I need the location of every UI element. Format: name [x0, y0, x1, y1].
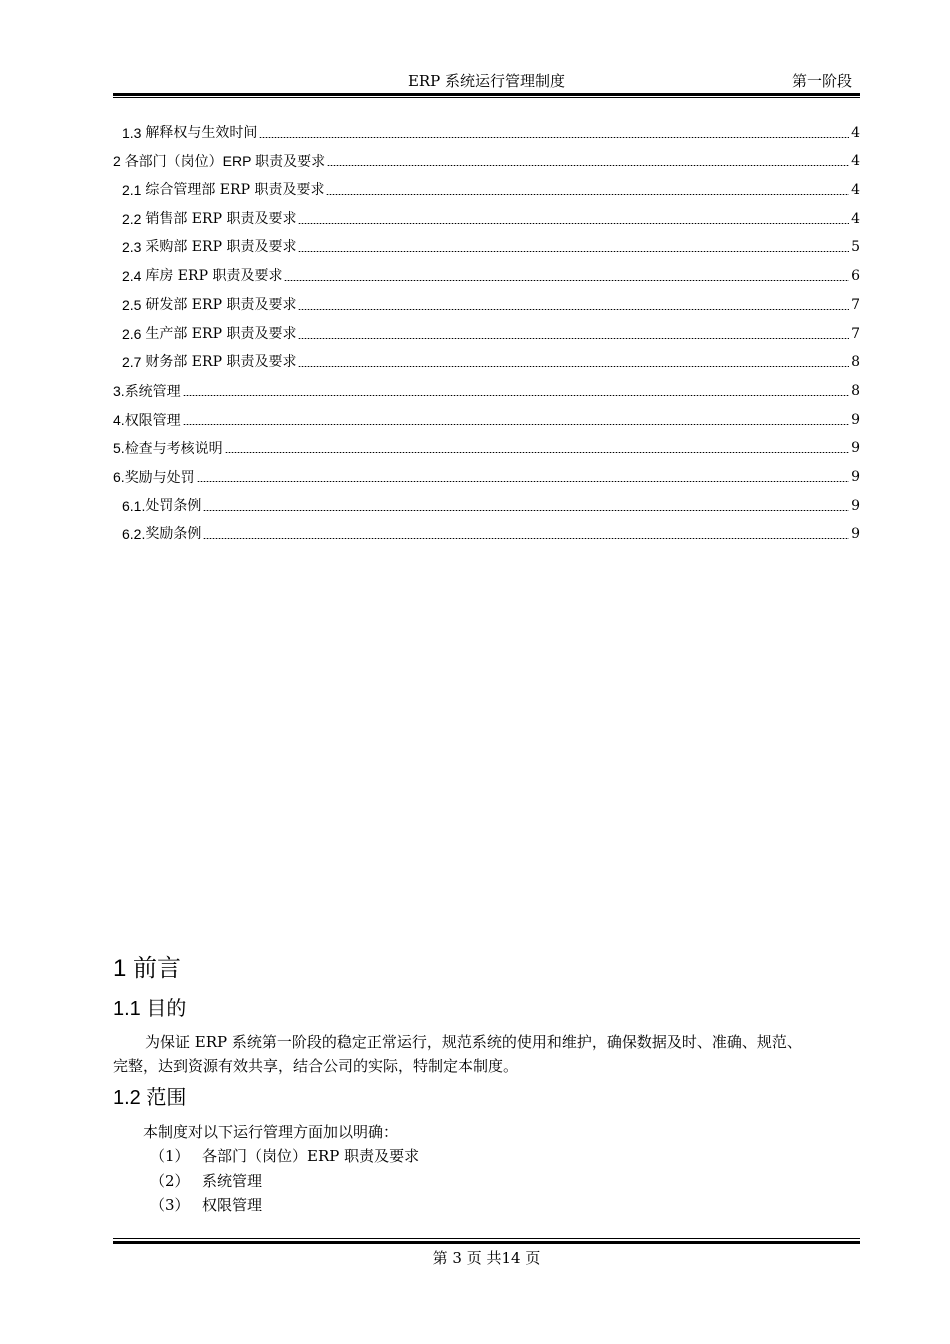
toc-entry-title: 奖励条例 — [145, 526, 202, 543]
toc-entry[interactable] — [113, 430, 860, 459]
toc-entry-page: 8 — [851, 354, 860, 371]
toc-entry[interactable] — [113, 200, 860, 229]
toc-dot-leader — [197, 481, 849, 482]
purpose-line-1: 为保证 ERP 系统第一阶段的稳定正常运行，规范系统的使用和维护，确保数据及时、准确、规范、 — [145, 1033, 802, 1051]
toc-dot-leader — [225, 452, 849, 453]
header-rule-thick — [113, 93, 860, 96]
toc-entry-number: 6. — [113, 468, 125, 485]
toc-entry-page: 4 — [851, 210, 860, 227]
toc-entry-number: 2 — [113, 153, 125, 170]
toc-entry-number: 2.5 — [122, 296, 146, 313]
section-heading-preface: 1 前言 — [113, 955, 182, 982]
toc-entry-number: 2.7 — [122, 354, 146, 371]
scope-item-2 — [150, 1170, 262, 1191]
toc-entry[interactable] — [113, 372, 860, 401]
toc-dot-leader — [298, 338, 849, 339]
toc-entry[interactable] — [113, 315, 860, 344]
toc-entry-title: 综合管理部 ERP 职责及要求 — [145, 182, 325, 199]
toc-dot-leader — [327, 165, 849, 166]
toc-entry-page: 9 — [851, 440, 860, 457]
footer-page-number: 第 3 页 共14 页 — [432, 1249, 541, 1267]
purpose-paragraph — [113, 1030, 860, 1078]
purpose-line-2: 完整，达到资源有效共享，结合公司的实际，特制定本制度。 — [113, 1057, 519, 1075]
toc-dot-leader — [284, 280, 849, 281]
toc-entry[interactable] — [113, 516, 860, 545]
toc-entry-title: 销售部 ERP 职责及要求 — [145, 210, 297, 227]
toc-dot-leader — [183, 395, 849, 396]
toc-entry[interactable] — [113, 401, 860, 430]
toc-entry-number: 4. — [113, 411, 125, 428]
toc-entry-number: 3. — [113, 382, 125, 399]
toc-entry-page: 4 — [851, 124, 860, 141]
scope-item-2-mark: （2） — [150, 1172, 190, 1190]
toc-entry-page: 7 — [851, 325, 860, 342]
toc-entry-title: 研发部 ERP 职责及要求 — [145, 296, 297, 313]
scope-item-3-text: 权限管理 — [202, 1196, 263, 1214]
toc-entry-page: 9 — [851, 526, 860, 543]
toc-dot-leader — [203, 510, 849, 511]
subsection-heading-scope: 1.2 范围 — [113, 1087, 187, 1109]
toc-entry[interactable] — [113, 487, 860, 516]
toc-entry-title: 奖励与处罚 — [124, 468, 195, 485]
toc-entry-page: 9 — [851, 497, 860, 514]
toc-entry-number: 6.2. — [122, 526, 146, 543]
toc-dot-leader — [298, 223, 849, 224]
toc-entry-page: 4 — [851, 182, 860, 199]
toc-entry-title: 采购部 ERP 职责及要求 — [145, 239, 297, 256]
toc-entry[interactable] — [113, 344, 860, 373]
toc-entry-title: 权限管理 — [124, 411, 181, 428]
toc-entry-page: 4 — [851, 153, 860, 170]
toc-entry-number: 2.6 — [122, 325, 146, 342]
toc-entry[interactable] — [113, 229, 860, 258]
toc-entry-number: 2.2 — [122, 210, 146, 227]
toc-entry-number: 2.3 — [122, 239, 146, 256]
toc-dot-leader — [326, 194, 849, 195]
toc-entry-page: 8 — [851, 382, 860, 399]
toc-entry[interactable] — [113, 257, 860, 286]
toc-entry-page: 9 — [851, 468, 860, 485]
page-header — [113, 70, 860, 94]
toc-entry-number: 2.4 — [122, 268, 146, 285]
toc-entry[interactable] — [113, 143, 860, 172]
toc-entry-number: 2.1 — [122, 182, 146, 199]
toc-entry[interactable] — [113, 458, 860, 487]
toc-dot-leader — [298, 251, 849, 252]
toc-entry-title: 系统管理 — [124, 382, 181, 399]
toc-entry-page: 5 — [851, 239, 860, 256]
footer-rule-thick — [113, 1241, 860, 1244]
header-stage: 第一阶段 — [791, 72, 852, 90]
scope-intro: 本制度对以下运行管理方面加以明确： — [143, 1123, 399, 1141]
header-title: ERP 系统运行管理制度 — [407, 72, 566, 90]
toc-entry-title: 检查与考核说明 — [124, 440, 223, 457]
scope-item-3 — [150, 1194, 262, 1215]
toc-entry-title: 各部门（岗位）ERP 职责及要求 — [124, 153, 326, 170]
toc-entry[interactable] — [113, 114, 860, 143]
header-rule-thin — [113, 97, 860, 98]
toc-entry-page: 6 — [851, 268, 860, 285]
scope-item-3-mark: （3） — [150, 1196, 190, 1214]
table-of-contents — [113, 114, 860, 544]
toc-dot-leader — [259, 137, 849, 138]
toc-dot-leader — [203, 538, 849, 539]
scope-item-1-mark: （1） — [150, 1147, 190, 1165]
toc-dot-leader — [298, 366, 849, 367]
toc-entry-title: 处罚条例 — [145, 497, 202, 514]
toc-entry-page: 9 — [851, 411, 860, 428]
scope-item-2-text: 系统管理 — [202, 1172, 263, 1190]
toc-entry-title: 生产部 ERP 职责及要求 — [145, 325, 297, 342]
toc-entry-page: 7 — [851, 296, 860, 313]
toc-entry-number: 1.3 — [122, 124, 146, 141]
footer-rule-thin — [113, 1238, 860, 1239]
toc-entry-title: 库房 ERP 职责及要求 — [145, 268, 283, 285]
toc-entry[interactable] — [113, 171, 860, 200]
scope-item-1-text: 各部门（岗位）ERP 职责及要求 — [202, 1147, 420, 1165]
toc-entry[interactable] — [113, 286, 860, 315]
toc-dot-leader — [183, 424, 849, 425]
toc-entry-number: 6.1. — [122, 497, 146, 514]
toc-entry-title: 财务部 ERP 职责及要求 — [145, 354, 297, 371]
scope-item-1 — [150, 1145, 419, 1166]
subsection-heading-purpose: 1.1 目的 — [113, 998, 187, 1020]
toc-dot-leader — [298, 309, 849, 310]
toc-entry-title: 解释权与生效时间 — [145, 124, 258, 141]
toc-entry-number: 5. — [113, 440, 125, 457]
